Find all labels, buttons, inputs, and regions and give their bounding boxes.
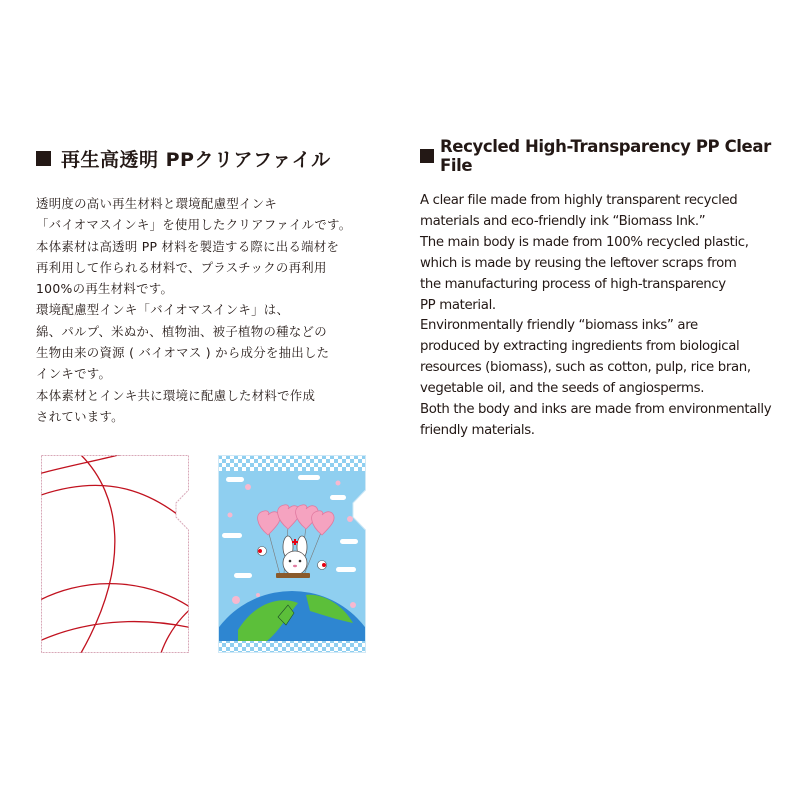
english-heading <box>420 137 790 175</box>
english-line: PP material. <box>420 297 496 313</box>
english-line: materials and eco-friendly ink “Biomass Ink.” <box>420 213 706 229</box>
square-bullet-icon <box>36 151 51 166</box>
english-line: The main body is made from 100% recycled plastic, <box>420 234 749 250</box>
japanese-line: 綿、パルプ、米ぬか、植物油、被子植物の種などの <box>36 323 327 339</box>
english-line: the manufacturing process of high-transparency <box>420 276 726 292</box>
square-bullet-icon <box>420 149 434 163</box>
clear-file-red-curves-image <box>41 455 189 653</box>
japanese-line: 再利用して作られる材料で、プラスチックの再利用 <box>36 259 327 275</box>
japanese-description <box>36 193 396 427</box>
english-column <box>420 137 790 442</box>
english-line: Both the body and inks are made from environmentally <box>420 402 772 418</box>
clear-file-rabbit-earth-image <box>218 455 366 653</box>
japanese-line: 環境配慮型インキ「バイオマスインキ」は、 <box>36 302 290 318</box>
japanese-line: インキです。 <box>36 366 112 382</box>
japanese-line: 「バイオマスインキ」を使用したクリアファイルです。 <box>36 217 352 233</box>
english-line: A clear file made from highly transparent recycled <box>420 193 738 208</box>
japanese-line: されています。 <box>36 408 124 424</box>
english-description <box>420 191 790 442</box>
english-line: produced by extracting ingredients from biological <box>420 339 740 355</box>
japanese-heading <box>36 143 396 173</box>
english-line: friendly materials. <box>420 422 535 438</box>
english-line: vegetable oil, and the seeds of angiosperms. <box>420 381 705 397</box>
english-line: which is made by reusing the leftover scraps from <box>420 255 737 271</box>
japanese-heading-text: 再生高透明 PPクリアファイル <box>61 148 331 171</box>
japanese-line: 透明度の高い再生材料と環境配慮型インキ <box>36 196 278 211</box>
japanese-line: 100%の再生材料です。 <box>36 281 174 297</box>
japanese-line: 本体素材とインキ共に環境に配慮した材料で作成 <box>36 387 316 403</box>
japanese-line: 本体素材は高透明 PP 材料を製造する際に出る端材を <box>36 238 340 254</box>
japanese-column <box>36 143 396 427</box>
english-line: resources (biomass), such as cotton, pulp, rice bran, <box>420 360 751 376</box>
japanese-line: 生物由来の資源 ( バイオマス ) から成分を抽出した <box>36 345 330 361</box>
english-line: Environmentally friendly “biomass inks” are <box>420 318 698 334</box>
english-heading-text: Recycled High-Transparency PP Clear File <box>440 137 771 175</box>
